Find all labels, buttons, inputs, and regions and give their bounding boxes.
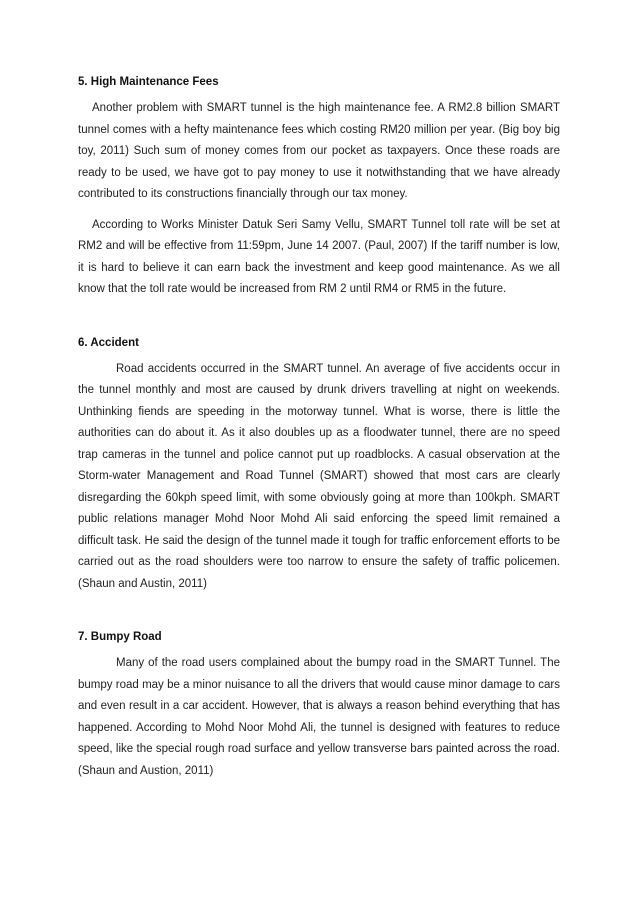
section-spacer bbox=[78, 604, 560, 627]
section-spacer bbox=[78, 310, 560, 333]
document-page bbox=[78, 72, 560, 791]
section-heading: 5. High Maintenance Fees bbox=[78, 76, 219, 88]
section-high-maintenance-fees bbox=[78, 72, 560, 301]
section-heading: 7. Bumpy Road bbox=[78, 631, 162, 643]
paragraph: Road accidents occurred in the SMART tunnel. An average of five accidents occur in the tunnel monthly and most are caused by drunk drivers travelling at night on weekends. Unthinking fiends are speeding in the motorway tunnel. What is worse, there is little the authorities can do about it. As it also doubles up as a floodwater tunnel, there are no speed trap cameras in the tunnel and police cannot put up roadblocks. A casual observation at the Storm-water Management and Road Tunnel (SMART) showed that most cars are clearly disregarding the 60kph speed limit, with some obviously going at more than 100kph. SMART public relations manager Mohd Noor Mohd Ali said enforcing the speed limit remained a difficult task. He said the design of the tunnel made it tough for traffic enforcement efforts to be carried out as the road shoulders were too narrow to ensure the safety of traffic policemen. (Shaun and Austin, 2011) bbox=[78, 362, 560, 590]
section-heading: 6. Accident bbox=[78, 336, 139, 349]
paragraph: Another problem with SMART tunnel is the high maintenance fee. A RM2.8 billion SMART tunnel comes with a hefty maintenance fees which costing RM20 million per year. (Big boy big toy, 2011) Such sum of money comes from our pocket as taxpayers. Once these roads are ready to be used, we have got to pay money to use it notwithstanding that we have already contributed to its constructions financially through our tax money. bbox=[78, 102, 560, 200]
paragraph: According to Works Minister Datuk Seri Samy Vellu, SMART Tunnel toll rate will be set at RM2 and will be effective from 11:59pm, June 14 2007. (Paul, 2007) If the tariff number is low, it is hard to believe it can earn back the investment and keep good maintenance. As we all know that the toll rate would be increased from RM 2 until RM4 or RM5 in the future. bbox=[78, 218, 560, 295]
section-accident bbox=[78, 333, 560, 596]
paragraph: Many of the road users complained about the bumpy road in the SMART Tunnel. The bumpy road may be a minor nuisance to all the drivers that would cause minor damage to cars and even result in a car accident. However, that is always a reason behind everything that has happened. According to Mohd Noor Mohd Ali, the tunnel is designed with features to reduce speed, like the special rough road surface and yellow transverse bars painted across the road. (Shaun and Austion, 2011) bbox=[78, 657, 560, 777]
section-bumpy-road bbox=[78, 627, 560, 782]
